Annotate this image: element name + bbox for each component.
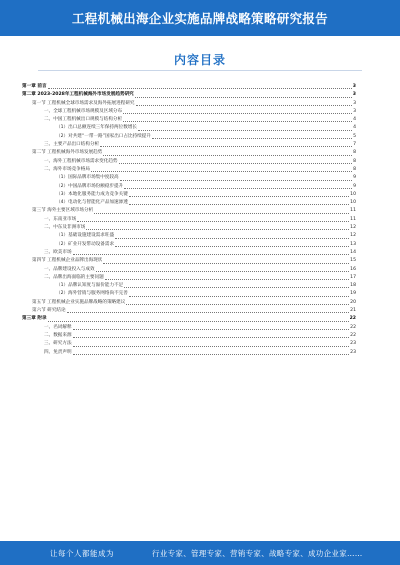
toc-entry-title: （2）对共建“一带一路”国家出口占比持续提升 <box>56 133 151 139</box>
toc-entry[interactable] <box>22 324 356 332</box>
toc-entry[interactable] <box>22 257 356 265</box>
toc-entry-title: 一、海外工程机械市场需求变化趋势 <box>44 158 118 164</box>
toc-entry-page: 8 <box>353 158 356 164</box>
toc-entry[interactable] <box>22 166 356 174</box>
toc-entry-title: 三、研究方法 <box>44 341 72 347</box>
toc-leader-dots <box>135 97 352 98</box>
toc-entry-page: 11 <box>350 216 356 222</box>
toc-entry-page: 18 <box>350 283 356 289</box>
toc-leader-dots <box>129 196 349 197</box>
toc-entry[interactable] <box>22 307 356 315</box>
toc-entry[interactable] <box>22 116 356 124</box>
toc-leader-dots <box>94 213 349 214</box>
toc-leader-dots <box>124 188 352 189</box>
toc-entry-page: 15 <box>350 258 356 264</box>
toc-leader-dots <box>73 337 350 338</box>
toc-entry[interactable] <box>22 216 356 224</box>
toc-entry-page: 17 <box>350 274 356 280</box>
toc-entry-page: 11 <box>350 208 356 214</box>
toc-leader-dots <box>152 138 352 139</box>
toc-entry[interactable] <box>22 83 356 91</box>
toc-entry-title: 三、主要产品出口结构分析 <box>44 142 100 148</box>
toc-leader-dots <box>129 204 349 205</box>
toc-entry-page: 23 <box>350 341 356 347</box>
toc-leader-dots <box>91 171 352 172</box>
toc-leader-dots <box>73 346 350 347</box>
toc-entry-title: 第一章 前言 <box>22 84 47 89</box>
toc-entry-title: （1）品牌认知度与溢价能力不足 <box>56 283 124 289</box>
toc-leader-dots <box>129 296 349 297</box>
toc-entry-page: 7 <box>353 142 356 148</box>
toc-entry-page: 8 <box>353 150 356 156</box>
toc-leader-dots <box>103 155 352 156</box>
toc-entry[interactable] <box>22 224 356 232</box>
toc-entry-title: （1）出口总额连续三年保持两位数增长 <box>56 125 138 131</box>
toc-entry[interactable] <box>22 232 356 240</box>
toc-entry[interactable] <box>22 315 356 323</box>
toc-entry[interactable] <box>22 100 356 108</box>
toc-leader-dots <box>124 287 349 288</box>
toc-entry-title: 二、海外市场竞争格局 <box>44 166 90 172</box>
toc-entry-page: 12 <box>350 225 356 231</box>
toc-entry-title: 第二节 工程机械海外市场发展趋势 <box>32 150 103 156</box>
toc-leader-dots <box>48 88 352 89</box>
toc-entry[interactable] <box>22 174 356 182</box>
toc-entry[interactable] <box>22 141 356 149</box>
footer-tagline: 行业专家、管理专家、营销专家、战略专家、成功企业家…… <box>152 548 363 558</box>
toc-entry[interactable] <box>22 340 356 348</box>
toc-entry-page: 9 <box>353 183 356 189</box>
toc-entry-page: 16 <box>350 266 356 272</box>
toc-entry-title: （2）中国品牌市场份额稳步提升 <box>56 183 124 189</box>
toc-entry-page: 3 <box>352 84 356 89</box>
toc-divider <box>38 70 362 71</box>
toc-entry[interactable] <box>22 241 356 249</box>
toc-entry-title: 一、品牌建设投入与成效 <box>44 266 95 272</box>
toc-entry-page: 3 <box>352 92 356 98</box>
toc-entry-title: 第二章 2023-2028年工程机械海外市场发展趋势研究 <box>22 92 134 98</box>
toc-entry-page: 5 <box>353 133 356 139</box>
toc-entry[interactable] <box>22 133 356 141</box>
toc-leader-dots <box>100 146 352 147</box>
toc-entry-title: 三、欧美市场 <box>44 249 72 255</box>
toc-entry-title: 第四节 工程机械企业品牌出海现状 <box>32 258 103 264</box>
toc-entry-page: 3 <box>353 100 356 106</box>
toc-entry[interactable] <box>22 266 356 274</box>
toc-leader-dots <box>115 246 349 247</box>
table-of-contents <box>22 83 356 357</box>
toc-entry-title: 二、中国工程机械出口规模与结构分析 <box>44 117 123 123</box>
toc-entry[interactable] <box>22 332 356 340</box>
toc-entry[interactable] <box>22 207 356 215</box>
toc-entry-title: （3）本地化服务能力成为竞争关键 <box>56 191 128 197</box>
toc-entry-page: 12 <box>350 233 356 239</box>
toc-leader-dots <box>120 180 352 181</box>
toc-entry-title: 一、东南亚市场 <box>44 216 77 222</box>
toc-entry-title: （4）电动化与智能化产品加速渗透 <box>56 200 128 206</box>
toc-entry-title: 二、数据来源 <box>44 332 72 338</box>
toc-entry-title: （1）基础设施建设需求旺盛 <box>56 233 115 239</box>
toc-leader-dots <box>126 304 349 305</box>
toc-entry[interactable] <box>22 108 356 116</box>
toc-entry-title: 四、免责声明 <box>44 349 72 355</box>
toc-entry-page: 8 <box>353 166 356 172</box>
toc-leader-dots <box>86 229 349 230</box>
page-header <box>0 0 400 36</box>
toc-entry-title: 第三节 海外主要区域市场分析 <box>32 208 94 214</box>
toc-entry-page: 10 <box>350 200 356 206</box>
toc-entry-title: （2）海外营销与服务网络尚不完善 <box>56 291 128 297</box>
toc-entry-title: 第三章 附录 <box>22 316 47 322</box>
toc-entry-page: 9 <box>353 175 356 181</box>
toc-entry-page: 14 <box>350 249 356 255</box>
toc-entry-page: 10 <box>350 191 356 197</box>
toc-entry-title: 一、全球工程机械市场规模及区域分布 <box>44 108 123 114</box>
toc-entry-title: （2）矿业开发带动设备需求 <box>56 241 115 247</box>
toc-entry-page: 23 <box>350 349 356 355</box>
toc-entry[interactable] <box>22 183 356 191</box>
toc-leader-dots <box>73 329 350 330</box>
toc-leader-dots <box>96 271 350 272</box>
toc-entry[interactable] <box>22 91 356 99</box>
toc-entry[interactable] <box>22 299 356 307</box>
toc-entry-page: 22 <box>349 316 356 322</box>
toc-leader-dots <box>48 321 349 322</box>
toc-entry-page: 4 <box>353 125 356 131</box>
toc-entry-title: 二、品牌出海面临的主要问题 <box>44 274 104 280</box>
toc-entry-page: 22 <box>350 324 356 330</box>
toc-entry[interactable] <box>22 274 356 282</box>
toc-entry[interactable] <box>22 282 356 290</box>
toc-entry[interactable] <box>22 124 356 132</box>
toc-entry-page: 19 <box>350 291 356 297</box>
toc-entry[interactable] <box>22 290 356 298</box>
toc-leader-dots <box>115 238 349 239</box>
toc-leader-dots <box>67 312 350 313</box>
toc-leader-dots <box>103 263 349 264</box>
toc-heading: 内容目录 <box>173 53 226 67</box>
toc-entry-page: 21 <box>350 308 356 314</box>
toc-entry-page: 20 <box>350 299 356 305</box>
toc-entry[interactable] <box>22 191 356 199</box>
toc-entry-title: 第一节 工程机械全球市场需求及海外拓展进程研究 <box>32 100 135 106</box>
toc-entry-title: 第五节 工程机械企业实施品牌战略的策略建议 <box>32 299 126 305</box>
toc-entry-page: 4 <box>353 117 356 123</box>
report-title: 工程机械出海企业实施品牌战略策略研究报告 <box>71 11 328 26</box>
toc-leader-dots <box>138 130 352 131</box>
toc-leader-dots <box>123 113 352 114</box>
footer-slogan: 让每个人都能成为 <box>50 548 114 558</box>
toc-leader-dots <box>123 121 352 122</box>
toc-entry-page: 22 <box>350 332 356 338</box>
toc-entry-title: 第六节 研究结论 <box>32 308 66 314</box>
toc-leader-dots <box>136 105 353 106</box>
toc-leader-dots <box>77 221 349 222</box>
toc-entry[interactable] <box>22 158 356 166</box>
toc-entry-title: 一、名词解释 <box>44 324 72 330</box>
toc-entry[interactable] <box>22 349 356 357</box>
toc-leader-dots <box>73 254 350 255</box>
toc-leader-dots <box>105 279 349 280</box>
toc-entry[interactable] <box>22 199 356 207</box>
toc-entry-title: （1）国际品牌市场集中度较高 <box>56 175 119 181</box>
toc-entry-page: 3 <box>353 108 356 114</box>
page-footer <box>0 541 400 565</box>
toc-leader-dots <box>119 163 353 164</box>
toc-entry-title: 二、中东及非洲市场 <box>44 225 86 231</box>
toc-entry[interactable] <box>22 249 356 257</box>
toc-entry[interactable] <box>22 149 356 157</box>
toc-entry-page: 13 <box>350 241 356 247</box>
toc-leader-dots <box>73 354 350 355</box>
